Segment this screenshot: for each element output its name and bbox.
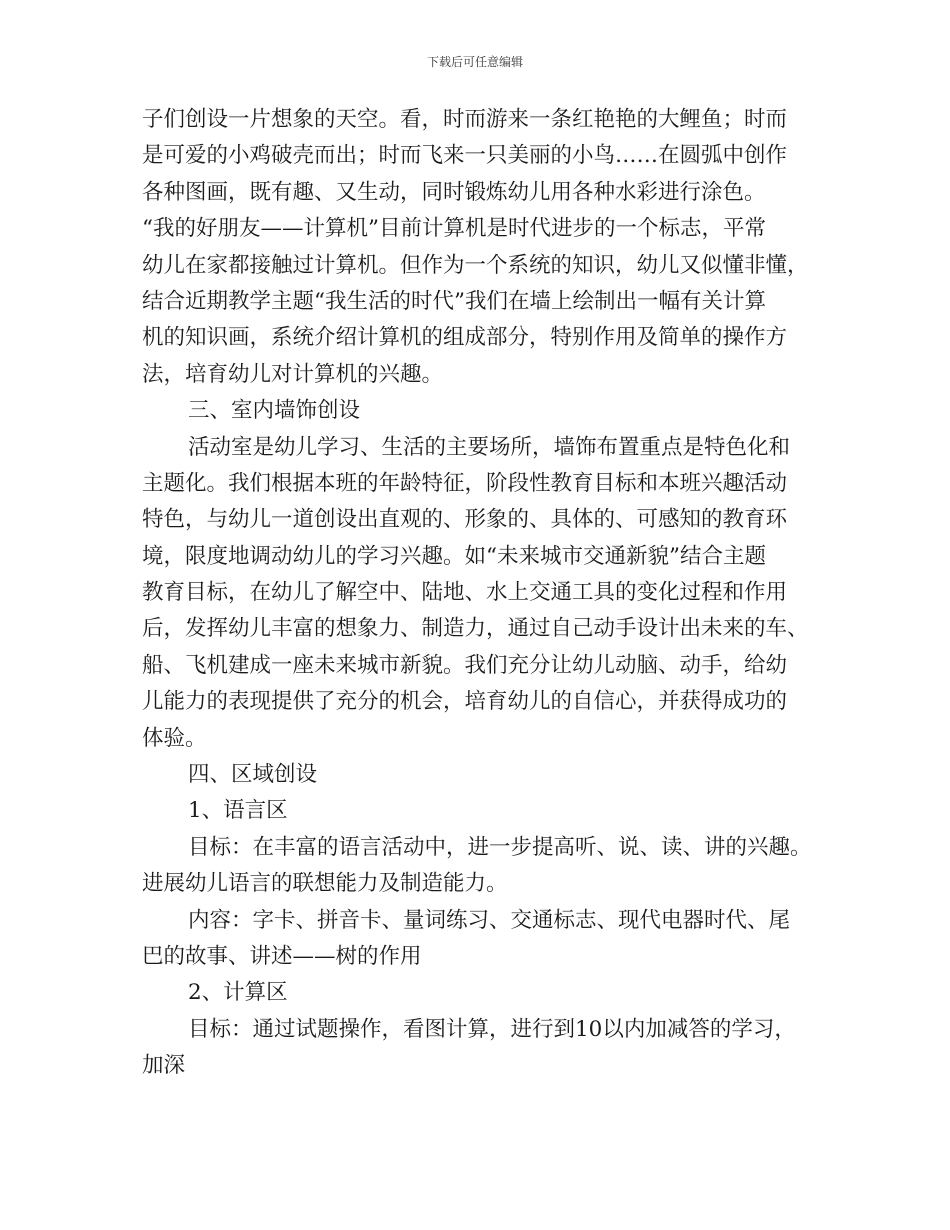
text-line: “我的好朋友——计算机”目前计算机是时代进步的一个标志，平常 [142, 216, 766, 242]
text-line: 体验。 [142, 725, 207, 751]
subsection-heading: 2、计算区 [188, 980, 288, 1006]
text-line: 子们创设一片想象的天空。看，时而游来一条红艳艳的大鲤鱼；时而 [142, 107, 788, 132]
text-line: 活动室是幼儿学习、生活的主要场所，墙饰布置重点是特色化和 [188, 434, 791, 460]
text-line: 特色，与幼儿一道创设出直观的、形象的、具体的、可感知的教育环 [142, 507, 788, 533]
text-line: 机的知识画，系统介绍计算机的组成部分，特别作用及简单的操作方 [142, 325, 788, 351]
subsection-heading: 1、语言区 [188, 798, 288, 824]
text-line: 是可爱的小鸡破壳而出；时而飞来一只美丽的小鸟……在圆弧中创作 [142, 143, 788, 169]
text-line: 目标：在丰富的语言活动中，进一步提高听、说、读、讲的兴趣。 [188, 834, 812, 860]
text-line: 加深 [142, 1053, 186, 1079]
text-line: 境，限度地调动幼儿的学习兴趣。如“未来城市交通新貌”结合主题 [142, 543, 766, 569]
text-line: 幼儿在家都接触过计算机。但作为一个系统的知识，幼儿又似懂非懂， [142, 252, 809, 278]
text-line: 结合近期教学主题“我生活的时代”我们在墙上绘制出一幅有关计算 [142, 288, 766, 314]
text-line: 儿能力的表现提供了充分的机会，培育幼儿的自信心，并获得成功的 [142, 689, 788, 715]
text-line: 进展幼儿语言的联想能力及制造能力。 [142, 871, 508, 897]
text-line: 各种图画，既有趣、又生动，同时锻炼幼儿用各种水彩进行涂色。 [142, 179, 766, 205]
text-line: 目标：通过试题操作，看图计算，进行到10以内加减答的学习， [188, 1016, 796, 1042]
text-line: 船、飞机建成一座未来城市新貌。我们充分让幼儿动脑、动手，给幼 [142, 652, 788, 678]
text-line: 后，发挥幼儿丰富的想象力、制造力，通过自己动手设计出未来的车、 [142, 616, 809, 642]
text-line: 巴的故事、讲述——树的作用 [142, 943, 422, 969]
document-body [142, 102, 814, 1085]
page-header: 下载后可任意编辑 [426, 55, 523, 69]
section-heading: 四、区域创设 [188, 762, 318, 788]
section-heading: 三、室内墙饰创设 [188, 398, 361, 424]
text-line: 主题化。我们根据本班的年龄特征，阶段性教育目标和本班兴趣活动 [142, 470, 788, 496]
text-line: 法，培育幼儿对计算机的兴趣。 [142, 361, 444, 387]
text-line: 内容：字卡、拼音卡、量词练习、交通标志、现代电器时代、尾 [188, 907, 791, 933]
text-line: 教育目标，在幼儿了解空中、陆地、水上交通工具的变化过程和作用 [142, 580, 788, 606]
